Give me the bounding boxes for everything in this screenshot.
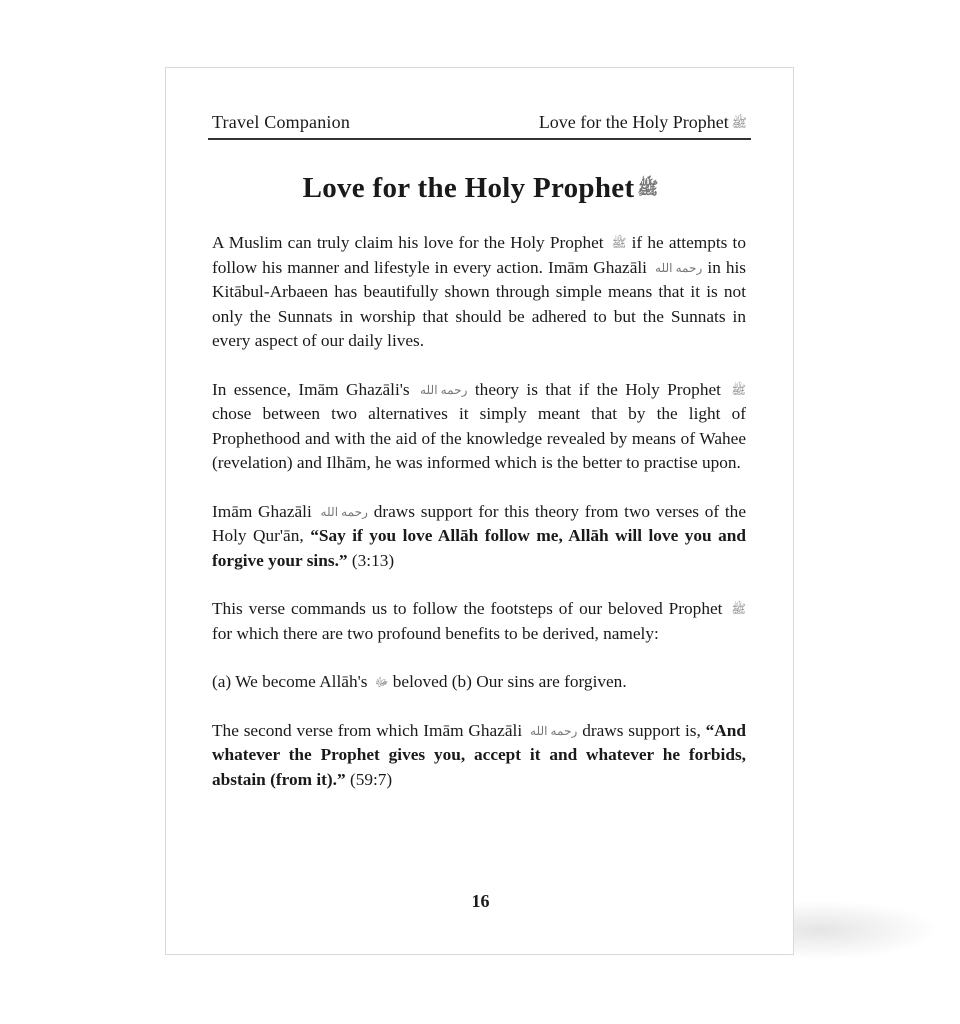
page-number: 16	[471, 891, 490, 911]
text-run: In essence, Imām Ghazāli's	[212, 379, 410, 399]
salutation-symbol: ﷺ	[731, 382, 746, 397]
salutation-symbol: ﷻ	[374, 675, 389, 689]
header-chapter-title	[539, 112, 747, 134]
header-chapter-text: Love for the Holy Prophet	[538, 112, 729, 132]
text-run: if he attempts to follow his manner and lifestyle in every action. Imām Ghazāli	[212, 233, 747, 277]
chapter-title-text: Love for the Holy Prophet	[302, 172, 635, 204]
text-run: This verse commands us to follow the footsteps of our beloved Prophet	[212, 599, 723, 618]
text-run: The second verse from which Imām Ghazāli	[212, 720, 523, 740]
salutation-symbol: رحمه الله	[654, 260, 703, 275]
salutation-symbol: ﷺ	[637, 178, 659, 198]
verse-reference: (3:13)	[351, 550, 395, 570]
text-run: theory is that if the Holy Prophet	[474, 379, 721, 399]
header-book-title: Travel Companion	[212, 112, 351, 132]
paragraph-3	[212, 500, 746, 574]
salutation-symbol: رحمه الله	[529, 723, 578, 738]
paragraph-6	[212, 719, 746, 793]
text-run: chose between two alternatives it simply meant that by the light of Prophethood and with the aid of the knowledge revealed by means of Wahee (revelation) and Ilhām, he was informed which is the better to practise upon.	[212, 404, 746, 472]
verse-reference: (59:7)	[349, 769, 393, 789]
salutation-symbol: رحمه الله	[320, 504, 368, 519]
text-run: (a) We become Allāh's	[212, 672, 368, 691]
paragraph-2	[212, 378, 746, 476]
text-run: A Muslim can truly claim his love for the Holy Prophet	[212, 233, 604, 252]
paragraph-1	[212, 231, 746, 354]
text-run: for which there are two profound benefits to be derived, namely:	[212, 623, 659, 643]
running-header	[208, 112, 751, 140]
salutation-symbol: رحمه الله	[420, 382, 468, 397]
salutation-symbol: ﷺ	[611, 236, 627, 250]
paragraph-5	[212, 670, 746, 695]
text-run: draws support for this theory from two verses of the Holy Qur'ān,	[212, 501, 746, 545]
text-run: in his Kitābul-Arbaeen has beautifully shown through simple means that it is not only the Sunnats in worship that should be adhered to but the Sunnats in every aspect of our daily lives.	[212, 257, 746, 350]
book-page	[165, 67, 794, 955]
text-run: beloved (b) Our sins are forgiven.	[392, 672, 627, 691]
text-run: draws support is,	[582, 720, 701, 740]
salutation-symbol: ﷺ	[731, 116, 747, 130]
page-body	[212, 231, 746, 816]
salutation-symbol: ﷺ	[731, 602, 746, 616]
quran-quote: “And whatever the Prophet gives you, accept it and whatever he forbids, abstain (from it).”	[212, 720, 746, 789]
chapter-title	[166, 172, 795, 205]
text-run: Imām Ghazāli	[212, 501, 312, 521]
quran-quote: “Say if you love Allāh follow me, Allāh will love you and forgive your sins.”	[212, 526, 746, 570]
paragraph-4	[212, 597, 746, 646]
